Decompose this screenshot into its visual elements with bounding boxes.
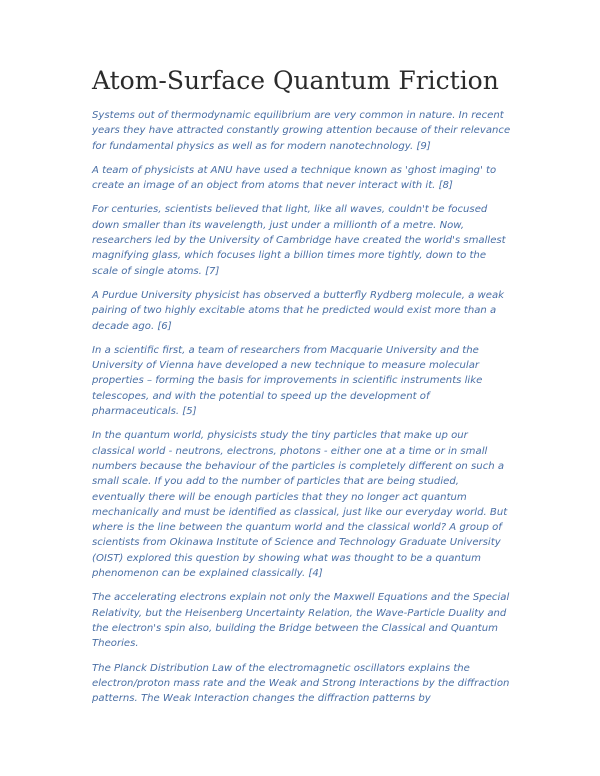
paragraph-6: In the quantum world, physicists study the tiny particles that make up our classical world - neutrons, electrons, photons - either one at a time or in small numbers because the behaviour of the particles is completely different on such a small scale. If you add to the number of particles that are being studied, eventually there will be enough particles that they no longer act quantum mechanically and must be identified as classical, just like our everyday world. But where is the line between the quantum world and the classical world? A group of scientists from Okinawa Institute of Science and Technology Graduate University (OIST) explored this question by showing what was thought to be a quantum phenomenon can be explained classically. [4] [92, 430, 508, 580]
paragraph-1: Systems out of thermodynamic equilibrium are very common in nature. In recent years they have attracted constantly growing attention because of their relevance for fundamental physics as well as for modern nanotechnology. [9] [92, 110, 511, 152]
paragraph-7: The accelerating electrons explain not only the Maxwell Equations and the Special Relativity, but the Heisenberg Uncertainty Relation, the Wave-Particle Duality and the electron's spin also, building the Bridge between the Classical and Quantum Theories. [92, 592, 510, 650]
paragraph-4: A Purdue University physicist has observed a butterfly Rydberg molecule, a weak pairing of two highly excitable atoms that he predicted would exist more than a decade ago. [6] [92, 289, 505, 332]
paragraph-8: The Planck Distribution Law of the electromagnetic oscillators explains the electron/proton mass rate and the Weak and Strong Interactions by the diffraction patterns. The Weak Interaction changes the diffraction patterns by [92, 662, 510, 705]
paragraph-3: For centuries, scientists believed that light, like all waves, couldn't be focused down smaller than its wavelength, just under a millionth of a metre. Now, researchers led by the University of Cambridge have created the world's smallest magnifying glass, which focuses light a billion times more tightly, down to the scale of single atoms. [7] [92, 204, 506, 277]
document-body [92, 108, 512, 715]
paragraph-5: In a scientific first, a team of researchers from Macquarie University and the University of Vienna have developed a new technique to measure molecular properties – forming the basis for improvements in scientific instruments like telescopes, and with the potential to speed up the development of pharmaceuticals. [5] [92, 344, 483, 418]
document-title: Atom-Surface Quantum Friction [92, 66, 499, 95]
paragraph-2: A team of physicists at ANU have used a technique known as 'ghost imaging' to create an image of an object from atoms that never interact with it. [8] [92, 164, 497, 192]
